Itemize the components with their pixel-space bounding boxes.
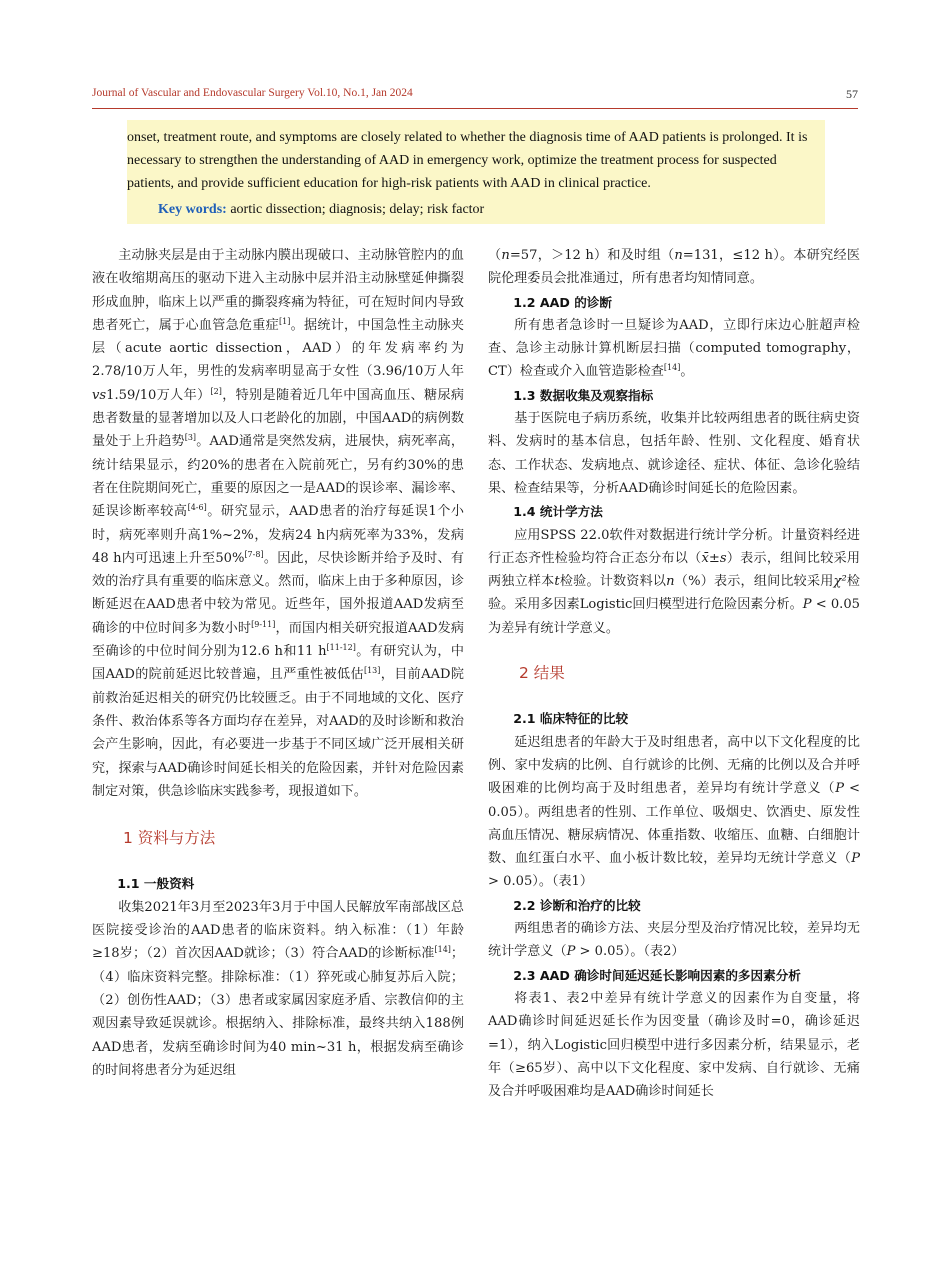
paragraph-2-3: 将表1、表2中差异有统计学意义的因素作为自变量，将AAD确诊时间延迟延长作为因变量（确诊及时=0，确诊延迟=1），纳入Logistic回归模型中进行多因素分析，结果显示，老年（≥65岁）、高中以下文化程度、家中发病、自行就诊、无痛及合并呼吸困难均是AAD确诊时间延长 — [488, 990, 860, 1100]
paragraph-1-1: 收集2021年3月至2023年3月于中国人民解放军南部战区总医院接受诊治的AAD患者的临床资料。纳入标准：（1）年龄≥18岁；（2）首次因AAD就诊；（3）符合AAD的诊断标准[14]；（4）临床资料完整。排除标准：（1）猝死或心肺复苏后入院；（2）创伤性AAD；（3）患者或家属因家庭矛盾、宗教信仰的主观因素导致延误就诊。根据纳入、排除标准，最终共纳入188例AAD患者，发病至确诊时间为40 min~31 h，根据发病至确诊的时间将患者分为延迟组 — [92, 899, 464, 1078]
left-column — [92, 244, 464, 1082]
section-heading-methods: 1 资料与方法 — [123, 829, 216, 848]
paragraph-2-1: 延迟组患者的年龄大于及时组患者，高中以下文化程度的比例、家中发病的比例、自行就诊的比例、无痛的比例以及合并呼吸困难的比例均高于及时组患者，差异均有统计学意义（P < 0.05）。两组患者的性别、工作单位、吸烟史、饮酒史、原发性高血压情况、糖尿病情况、体重指数、收缩压、血糖、白细胞计数、血红蛋白水平、血小板计数比较，差异均无统计学意义（P > 0.05）。（表1） — [488, 734, 860, 890]
keywords-label: Key words: — [158, 202, 227, 217]
subsection-heading-1-4: 1.4 统计学方法 — [513, 504, 603, 520]
paragraph-1-2: 所有患者急诊时一旦疑诊为AAD，立即行床边心脏超声检查、急诊主动脉计算机断层扫描（computed tomography，CT）检查或介入血管造影检查[14]。 — [488, 317, 860, 380]
paragraph-1-4: 应用SPSS 22.0软件对数据进行统计学分析。计量资料经进行正态齐性检验均符合正态分布以（x̄±s）表示，组间比较采用两独立样本t检验。计数资料以n（%）表示，组间比较采用χ²检验。采用多因素Logistic回归模型进行危险因素分析。P < 0.05为差异有统计学意义。 — [488, 527, 861, 636]
keywords-text: aortic dissection; diagnosis; delay; risk factor — [230, 202, 485, 217]
citation: [2] — [210, 386, 222, 396]
subsection-heading-1-3: 1.3 数据收集及观察指标 — [513, 387, 654, 403]
subsection-heading-1-1: 1.1 一般资料 — [117, 876, 195, 892]
paragraph-1-1-continued: （n=57，＞12 h）和及时组（n=131，≤12 h）。本研究经医院伦理委员会批准通过，所有患者均知情同意。 — [488, 248, 861, 287]
citation: [7-8] — [244, 549, 264, 559]
journal-citation: Journal of Vascular and Endovascular Surgery Vol.10, No.1, Jan 2024 — [92, 87, 413, 99]
intro-paragraph: 主动脉夹层是由于主动脉内膜出现破口、主动脉管腔内的血液在收缩期高压的驱动下进入主动脉中层并沿主动脉壁延伸撕裂形成血肿，临床上以严重的撕裂疼痛为特征，可在短时间内导致患者死亡，属于心血管急危重症[1]。据统计，中国急性主动脉夹层（acute aortic dissection，AAD）的年发病率约为2.78/10万人年，男性的发病率明显高于女性（3.96/10万人年vs1.59/10万人年）[2]，特别是随着近几年中国高血压、糖尿病患者数量的显著增加以及人口老龄化的加剧，中国AAD的病例数量处于上升趋势[3]。AAD通常是突然发病，进展快，病死率高，统计结果显示，约20%的患者在入院前死亡，另有约30%的患者在住院期间死亡，重要的原因之一是AAD的误诊率、漏诊率、延误诊断率较高[4-6]。研究显示，AAD患者的治疗每延误1个小时，病死率则升高1%~2%，发病24 h内病死率为33%，发病48 h内可迅速上升至50%[7-8]。因此，尽快诊断并给予及时、有效的治疗具有重要的临床意义。然而，临床上由于多种原因，诊断延迟在AAD患者中较为常见。近些年，国外报道AAD发病至确诊的中位时间多为数小时[9-11]，而国内相关研究报道AAD发病至确诊的中位时间分别为12.6 h和11 h[11-12]。有研究认为，中国AAD的院前延迟比较普遍，且严重性被低估[13]，目前AAD院前救治延迟相关的研究仍比较匮乏。由于不同地域的文化、医疗条件、救治体系等各方面均存在差异，对AAD的及时诊断和救治会产生影响，因此，有必要进一步基于不同区域广泛开展相关研究，探索与AAD确诊时间延长相关的危险因素，并针对危险因素制定对策，供急诊临床实践参考，现报道如下。 — [92, 248, 465, 799]
abstract-text: onset, treatment route, and symptoms are closely related to whether the diagnosis time of AAD patients is prolonged. It is necessary to strengthen the understanding of AAD in emergency work, optimize the treatment process for suspected patients, and provide sufficient education for high-risk patients with AAD in clinical practice. — [127, 130, 808, 191]
paragraph-2-2: 两组患者的确诊方法、夹层分型及治疗情况比较，差异均无统计学意义（P > 0.05）。（表2） — [488, 921, 860, 960]
citation: [4-6] — [187, 503, 207, 513]
subsection-heading-2-3: 2.3 AAD 确诊时间延迟延长影响因素的多因素分析 — [513, 967, 801, 983]
section-heading-results: 2 结果 — [519, 664, 565, 683]
subsection-heading-2-1: 2.1 临床特征的比较 — [513, 711, 629, 727]
subsection-heading-2-2: 2.2 诊断和治疗的比较 — [513, 897, 641, 913]
subsection-heading-1-2: 1.2 AAD 的诊断 — [513, 294, 612, 310]
citation: [13] — [363, 666, 381, 676]
right-column — [488, 244, 860, 1103]
page-number: 57 — [846, 87, 858, 101]
paragraph-1-3: 基于医院电子病历系统，收集并比较两组患者的既往病史资料、发病时的基本信息，包括年龄、性别、文化程度、婚育状态、工作状态、发病地点、就诊途径、症状、体征、急诊化验结果、检查结果等，分析AAD确诊时间延长的危险因素。 — [488, 411, 860, 496]
citation: [1] — [279, 316, 291, 326]
keywords-line — [127, 198, 823, 221]
citation: [3] — [184, 433, 197, 443]
citation: [14] — [663, 363, 681, 373]
abstract-box — [127, 120, 825, 224]
citation: [11-12] — [326, 643, 356, 653]
citation: [9-11] — [251, 619, 276, 629]
header-rule — [92, 108, 858, 109]
citation: [14] — [434, 945, 451, 955]
